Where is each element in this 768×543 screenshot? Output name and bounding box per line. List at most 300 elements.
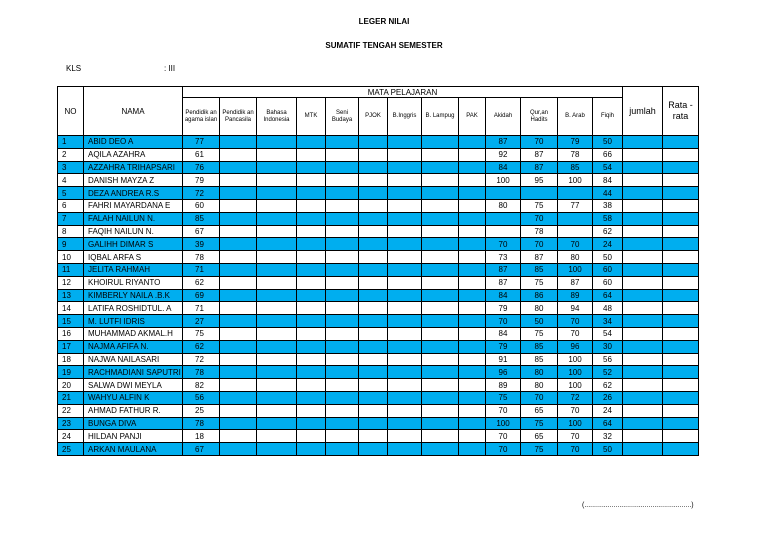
row-no: 18 [58, 353, 84, 366]
score-fiqih: 64 [593, 289, 623, 302]
score-indonesia [257, 174, 297, 187]
score-lampung [422, 302, 459, 315]
score-agama: 60 [183, 199, 220, 212]
table-row [58, 199, 699, 212]
score-akidah: 79 [486, 340, 521, 353]
student-name: IQBAL ARFA S [84, 251, 183, 264]
score-lampung [422, 187, 459, 200]
score-pjok [359, 238, 388, 251]
score-inggris [388, 225, 422, 238]
header-subject-mtk: MTK [297, 98, 326, 136]
score-fiqih: 62 [593, 225, 623, 238]
score-mtk [297, 327, 326, 340]
score-jumlah [623, 225, 663, 238]
table-row [58, 276, 699, 289]
score-rata [663, 302, 699, 315]
score-pjok [359, 289, 388, 302]
score-quran: 86 [521, 289, 558, 302]
score-pjok [359, 251, 388, 264]
score-jumlah [623, 289, 663, 302]
table-row [58, 161, 699, 174]
table-row [58, 302, 699, 315]
score-quran: 80 [521, 302, 558, 315]
score-inggris [388, 136, 422, 149]
score-agama: 62 [183, 276, 220, 289]
score-quran: 80 [521, 366, 558, 379]
score-pak [459, 302, 486, 315]
score-seni [326, 148, 359, 161]
score-agama: 71 [183, 263, 220, 276]
score-akidah: 89 [486, 379, 521, 392]
score-agama: 18 [183, 430, 220, 443]
score-inggris [388, 174, 422, 187]
score-inggris [388, 238, 422, 251]
score-agama: 75 [183, 327, 220, 340]
document-title: LEGER NILAI [358, 17, 410, 26]
row-no: 6 [58, 199, 84, 212]
score-seni [326, 276, 359, 289]
row-no: 23 [58, 417, 84, 430]
row-no: 13 [58, 289, 84, 302]
score-lampung [422, 238, 459, 251]
score-fiqih: 84 [593, 174, 623, 187]
score-mtk [297, 443, 326, 456]
score-fiqih: 60 [593, 276, 623, 289]
score-fiqih: 34 [593, 315, 623, 328]
score-pjok [359, 212, 388, 225]
score-pancasila [220, 276, 257, 289]
score-lampung [422, 161, 459, 174]
score-pak [459, 443, 486, 456]
score-rata [663, 340, 699, 353]
student-name: AHMAD FATHUR R. [84, 404, 183, 417]
score-lampung [422, 391, 459, 404]
student-name: FAHRI MAYARDANA E [84, 199, 183, 212]
score-lampung [422, 148, 459, 161]
score-arab: 70 [558, 443, 593, 456]
score-pjok [359, 417, 388, 430]
row-no: 10 [58, 251, 84, 264]
table-row [58, 327, 699, 340]
score-quran: 75 [521, 276, 558, 289]
student-name: ABID DEO A [84, 136, 183, 149]
score-agama: 62 [183, 340, 220, 353]
row-no: 24 [58, 430, 84, 443]
row-no: 21 [58, 391, 84, 404]
score-rata [663, 161, 699, 174]
header-subject-fiqih: Fiqih [593, 98, 623, 136]
student-name: FAQIH NAILUN N. [84, 225, 183, 238]
student-name: DANISH MAYZA Z [84, 174, 183, 187]
score-agama: 79 [183, 174, 220, 187]
row-no: 4 [58, 174, 84, 187]
score-pak [459, 136, 486, 149]
row-no: 16 [58, 327, 84, 340]
score-arab: 100 [558, 417, 593, 430]
score-arab: 100 [558, 379, 593, 392]
score-rata [663, 417, 699, 430]
signature-line: (.......................................................) [582, 502, 694, 509]
score-rata [663, 276, 699, 289]
score-mtk [297, 404, 326, 417]
score-pak [459, 379, 486, 392]
score-agama: 78 [183, 417, 220, 430]
score-pjok [359, 404, 388, 417]
score-rata [663, 379, 699, 392]
score-fiqih: 32 [593, 430, 623, 443]
score-rata [663, 443, 699, 456]
score-pak [459, 276, 486, 289]
score-pancasila [220, 199, 257, 212]
student-name: AQILA AZAHRA [84, 148, 183, 161]
score-mtk [297, 161, 326, 174]
score-fiqih: 48 [593, 302, 623, 315]
header-subject-agama: Pendidik an agama islan [183, 98, 220, 136]
score-pak [459, 417, 486, 430]
score-quran: 80 [521, 379, 558, 392]
score-arab: 89 [558, 289, 593, 302]
score-fiqih: 52 [593, 366, 623, 379]
student-name: M. LUTFI IDRIS [84, 315, 183, 328]
score-indonesia [257, 199, 297, 212]
score-akidah: 80 [486, 199, 521, 212]
score-rata [663, 263, 699, 276]
score-inggris [388, 391, 422, 404]
score-indonesia [257, 263, 297, 276]
score-indonesia [257, 417, 297, 430]
score-rata [663, 366, 699, 379]
score-pak [459, 251, 486, 264]
score-rata [663, 404, 699, 417]
score-pjok [359, 302, 388, 315]
score-akidah: 70 [486, 443, 521, 456]
score-pancasila [220, 430, 257, 443]
score-lampung [422, 430, 459, 443]
score-lampung [422, 174, 459, 187]
header-no: NO [58, 87, 84, 136]
score-mtk [297, 238, 326, 251]
score-seni [326, 161, 359, 174]
row-no: 12 [58, 276, 84, 289]
score-seni [326, 366, 359, 379]
row-no: 8 [58, 225, 84, 238]
score-pjok [359, 315, 388, 328]
score-rata [663, 251, 699, 264]
student-name: BUNGA DIVA [84, 417, 183, 430]
score-indonesia [257, 391, 297, 404]
score-pjok [359, 263, 388, 276]
score-mtk [297, 263, 326, 276]
table-row [58, 136, 699, 149]
score-pak [459, 212, 486, 225]
score-jumlah [623, 302, 663, 315]
score-agama: 71 [183, 302, 220, 315]
score-jumlah [623, 251, 663, 264]
header-mata-pelajaran: MATA PELAJARAN [183, 87, 623, 98]
document-subtitle: SUMATIF TENGAH SEMESTER [325, 41, 443, 50]
header-subject-seni: Seni Budaya [326, 98, 359, 136]
score-quran: 70 [521, 238, 558, 251]
score-indonesia [257, 340, 297, 353]
score-pak [459, 430, 486, 443]
score-indonesia [257, 225, 297, 238]
score-pancasila [220, 174, 257, 187]
score-seni [326, 225, 359, 238]
score-indonesia [257, 251, 297, 264]
score-agama: 82 [183, 379, 220, 392]
score-inggris [388, 379, 422, 392]
score-indonesia [257, 289, 297, 302]
score-mtk [297, 353, 326, 366]
score-indonesia [257, 238, 297, 251]
score-agama: 61 [183, 148, 220, 161]
score-inggris [388, 353, 422, 366]
score-jumlah [623, 238, 663, 251]
score-seni [326, 315, 359, 328]
table-row [58, 353, 699, 366]
score-indonesia [257, 353, 297, 366]
score-rata [663, 289, 699, 302]
header-subject-pjok: PJOK [359, 98, 388, 136]
table-row [58, 315, 699, 328]
score-jumlah [623, 315, 663, 328]
score-inggris [388, 327, 422, 340]
score-seni [326, 212, 359, 225]
score-pancasila [220, 379, 257, 392]
score-jumlah [623, 187, 663, 200]
score-arab: 85 [558, 161, 593, 174]
score-akidah: 87 [486, 263, 521, 276]
score-jumlah [623, 327, 663, 340]
score-seni [326, 263, 359, 276]
score-quran: 95 [521, 174, 558, 187]
score-inggris [388, 430, 422, 443]
score-lampung [422, 379, 459, 392]
score-quran: 75 [521, 443, 558, 456]
row-no: 15 [58, 315, 84, 328]
score-pancasila [220, 225, 257, 238]
score-pancasila [220, 251, 257, 264]
score-arab: 72 [558, 391, 593, 404]
score-quran: 65 [521, 430, 558, 443]
score-arab [558, 212, 593, 225]
score-arab: 100 [558, 353, 593, 366]
score-seni [326, 199, 359, 212]
score-mtk [297, 430, 326, 443]
student-name: KHOIRUL RIYANTO [84, 276, 183, 289]
table-row [58, 404, 699, 417]
score-pancasila [220, 340, 257, 353]
score-indonesia [257, 443, 297, 456]
score-akidah: 70 [486, 404, 521, 417]
score-pak [459, 225, 486, 238]
score-pjok [359, 225, 388, 238]
score-fiqih: 24 [593, 238, 623, 251]
score-quran: 70 [521, 136, 558, 149]
score-rata [663, 353, 699, 366]
score-pjok [359, 379, 388, 392]
student-name: WAHYU ALFIN K [84, 391, 183, 404]
score-inggris [388, 404, 422, 417]
score-pancasila [220, 238, 257, 251]
score-pancasila [220, 136, 257, 149]
score-akidah: 70 [486, 315, 521, 328]
score-rata [663, 174, 699, 187]
student-name: DEZA ANDREA R.S [84, 187, 183, 200]
score-lampung [422, 417, 459, 430]
student-name: NAJMA AFIFA N. [84, 340, 183, 353]
score-inggris [388, 199, 422, 212]
header-subject-pak: PAK [459, 98, 486, 136]
score-mtk [297, 212, 326, 225]
score-quran: 75 [521, 327, 558, 340]
score-pjok [359, 391, 388, 404]
score-rata [663, 430, 699, 443]
score-agama: 72 [183, 187, 220, 200]
score-pjok [359, 199, 388, 212]
table-row [58, 430, 699, 443]
score-quran: 50 [521, 315, 558, 328]
row-no: 19 [58, 366, 84, 379]
score-jumlah [623, 199, 663, 212]
score-lampung [422, 327, 459, 340]
score-arab: 77 [558, 199, 593, 212]
score-fiqih: 44 [593, 187, 623, 200]
score-mtk [297, 417, 326, 430]
score-pjok [359, 148, 388, 161]
score-fiqih: 54 [593, 327, 623, 340]
score-inggris [388, 251, 422, 264]
score-pak [459, 353, 486, 366]
score-mtk [297, 148, 326, 161]
score-mtk [297, 136, 326, 149]
score-jumlah [623, 136, 663, 149]
score-agama: 25 [183, 404, 220, 417]
header-subject-lampung: B. Lampug [422, 98, 459, 136]
score-inggris [388, 289, 422, 302]
table-row [58, 340, 699, 353]
score-seni [326, 174, 359, 187]
score-akidah: 100 [486, 174, 521, 187]
row-no: 20 [58, 379, 84, 392]
score-fiqih: 54 [593, 161, 623, 174]
score-seni [326, 187, 359, 200]
student-name: JELITA RAHMAH [84, 263, 183, 276]
score-fiqih: 58 [593, 212, 623, 225]
score-akidah: 87 [486, 276, 521, 289]
score-fiqih: 62 [593, 379, 623, 392]
score-seni [326, 391, 359, 404]
score-pancasila [220, 443, 257, 456]
score-jumlah [623, 353, 663, 366]
score-lampung [422, 404, 459, 417]
score-jumlah [623, 391, 663, 404]
score-fiqih: 50 [593, 136, 623, 149]
score-arab: 87 [558, 276, 593, 289]
score-akidah: 73 [486, 251, 521, 264]
score-inggris [388, 417, 422, 430]
score-quran: 78 [521, 225, 558, 238]
student-name: GALIHH DIMAR S [84, 238, 183, 251]
score-lampung [422, 315, 459, 328]
score-jumlah [623, 212, 663, 225]
score-mtk [297, 199, 326, 212]
score-fiqih: 30 [593, 340, 623, 353]
score-akidah [486, 187, 521, 200]
score-arab [558, 225, 593, 238]
score-akidah: 91 [486, 353, 521, 366]
score-pancasila [220, 353, 257, 366]
score-agama: 78 [183, 366, 220, 379]
table-row [58, 251, 699, 264]
score-agama: 39 [183, 238, 220, 251]
score-mtk [297, 379, 326, 392]
score-jumlah [623, 263, 663, 276]
score-pak [459, 148, 486, 161]
row-no: 11 [58, 263, 84, 276]
score-mtk [297, 315, 326, 328]
table-row [58, 263, 699, 276]
score-jumlah [623, 174, 663, 187]
score-indonesia [257, 379, 297, 392]
score-fiqih: 38 [593, 199, 623, 212]
score-akidah: 87 [486, 136, 521, 149]
score-agama: 67 [183, 225, 220, 238]
score-lampung [422, 443, 459, 456]
student-name: MUHAMMAD AKMAL.H [84, 327, 183, 340]
table-row [58, 417, 699, 430]
score-mtk [297, 302, 326, 315]
student-name: NAJWA NAILASARI [84, 353, 183, 366]
score-pancasila [220, 391, 257, 404]
score-mtk [297, 366, 326, 379]
score-pak [459, 161, 486, 174]
score-agama: 78 [183, 251, 220, 264]
score-jumlah [623, 161, 663, 174]
score-mtk [297, 251, 326, 264]
score-akidah: 100 [486, 417, 521, 430]
score-jumlah [623, 366, 663, 379]
score-pak [459, 238, 486, 251]
score-inggris [388, 263, 422, 276]
score-pjok [359, 340, 388, 353]
score-fiqih: 56 [593, 353, 623, 366]
header-jumlah: jumlah [623, 87, 663, 136]
score-pancasila [220, 212, 257, 225]
score-pak [459, 327, 486, 340]
score-mtk [297, 391, 326, 404]
score-pancasila [220, 404, 257, 417]
score-akidah: 84 [486, 289, 521, 302]
table-row [58, 238, 699, 251]
score-lampung [422, 340, 459, 353]
score-arab: 70 [558, 430, 593, 443]
table-row [58, 174, 699, 187]
score-agama: 77 [183, 136, 220, 149]
table-row [58, 391, 699, 404]
student-name: SALWA DWI MEYLA [84, 379, 183, 392]
score-inggris [388, 161, 422, 174]
score-lampung [422, 276, 459, 289]
score-pjok [359, 161, 388, 174]
student-name: FALAH NAILUN N. [84, 212, 183, 225]
score-pak [459, 366, 486, 379]
score-pak [459, 187, 486, 200]
score-inggris [388, 212, 422, 225]
score-inggris [388, 276, 422, 289]
class-value: : III [164, 64, 176, 73]
score-pancasila [220, 315, 257, 328]
